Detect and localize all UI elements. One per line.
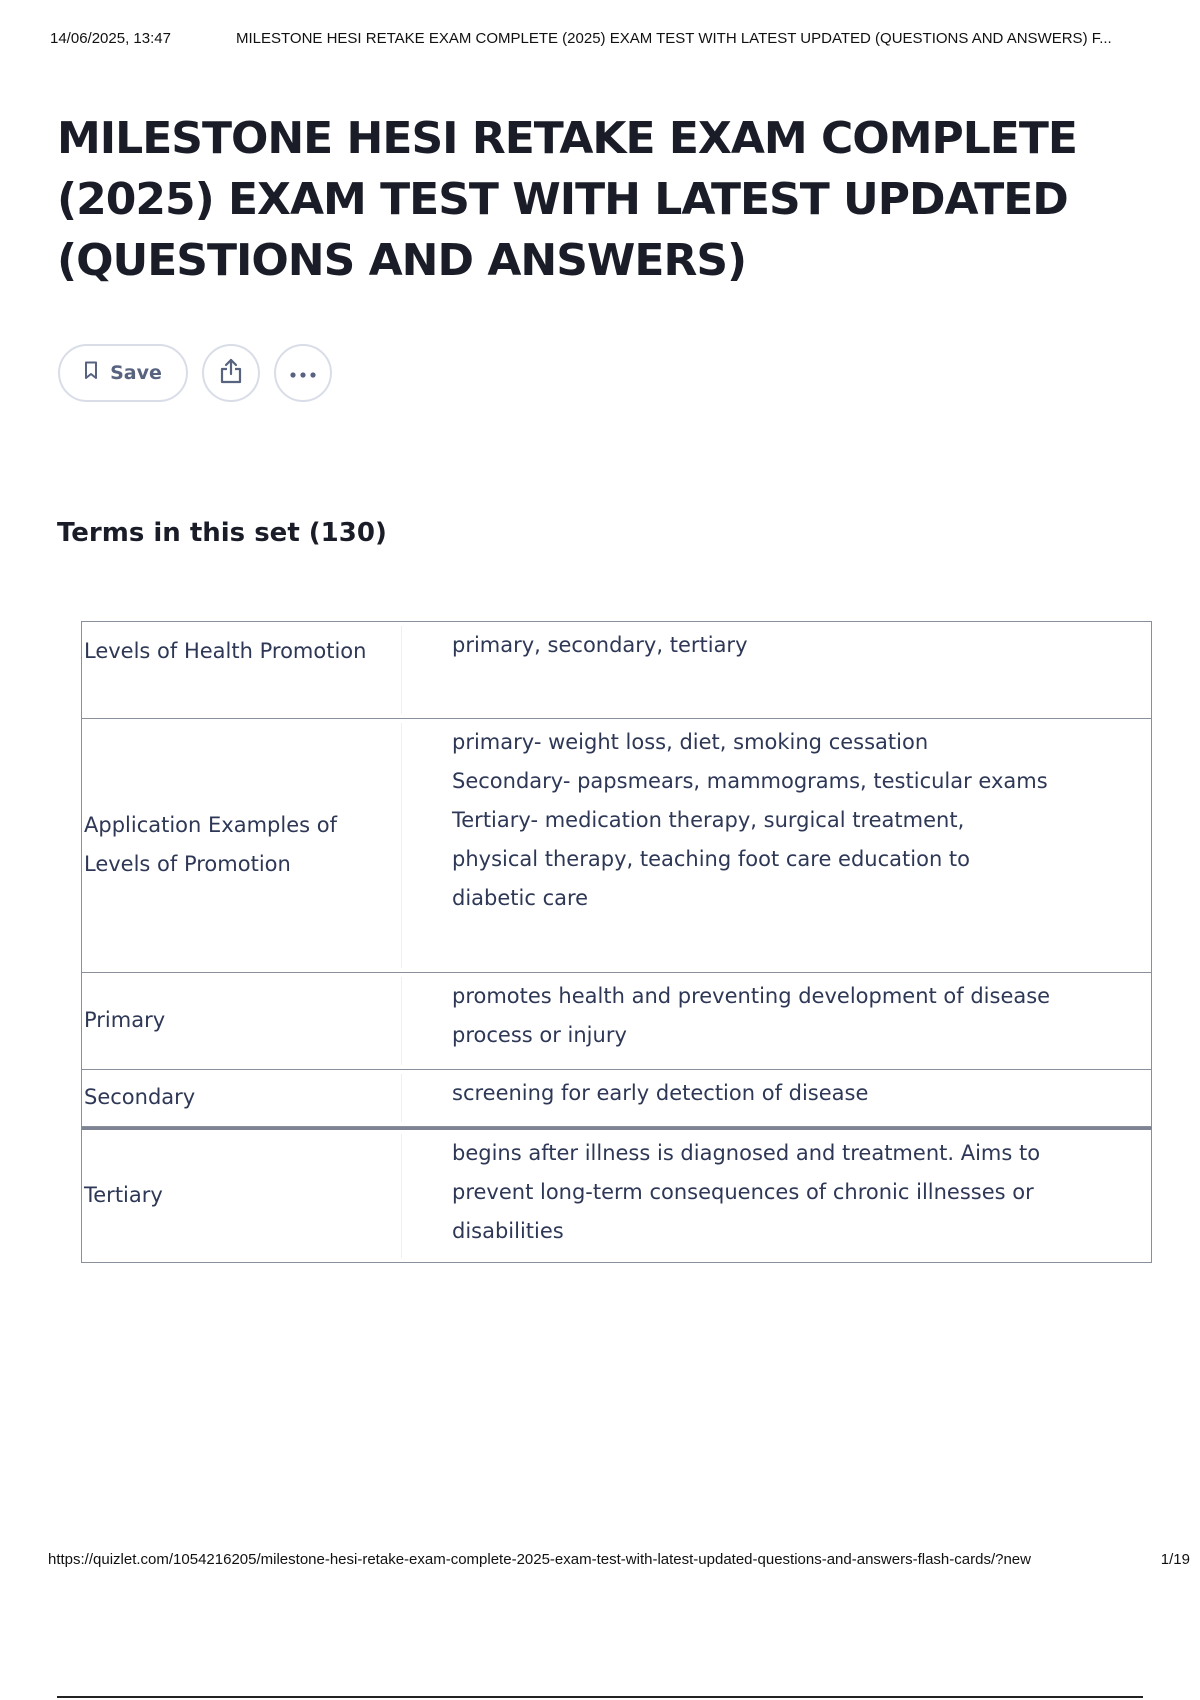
save-button-label: Save xyxy=(110,362,162,384)
term-row xyxy=(81,621,1152,719)
terms-heading: Terms in this set (130) xyxy=(57,518,387,548)
definition-text: primary- weight loss, diet, smoking cessation Secondary- papsmears, mammograms, testicular exams Tertiary- medication therapy, surgical treatment, physical therapy, teaching foot care education to diabetic care xyxy=(452,730,1048,910)
term-text: Secondary xyxy=(82,1074,402,1122)
term-row xyxy=(81,719,1152,973)
definition-text: begins after illness is diagnosed and treatment. Aims to prevent long-term consequences of chronic illnesses or disabilities xyxy=(452,1141,1041,1243)
share-icon xyxy=(218,357,244,389)
share-button[interactable] xyxy=(202,344,260,402)
page-title: MILESTONE HESI RETAKE EXAM COMPLETE (2025) EXAM TEST WITH LATEST UPDATED (QUESTIONS AND ANSWERS) xyxy=(57,113,1077,286)
term-text: Levels of Health Promotion xyxy=(82,626,402,714)
term-row xyxy=(81,973,1152,1070)
term-text: Tertiary xyxy=(82,1134,402,1258)
term-row xyxy=(81,1070,1152,1127)
more-icon xyxy=(289,364,317,383)
terms-list xyxy=(81,621,1152,1263)
page-divider xyxy=(57,1696,1143,1698)
more-options-button[interactable] xyxy=(274,344,332,402)
print-url: https://quizlet.com/1054216205/milestone-hesi-retake-exam-complete-2025-exam-test-with-latest-updated-questions-and-answers-flash-cards/?new xyxy=(48,1551,1031,1568)
term-text: Primary xyxy=(82,977,402,1065)
print-doc-title: MILESTONE HESI RETAKE EXAM COMPLETE (2025) EXAM TEST WITH LATEST UPDATED (QUESTIONS AND ANSWERS) F... xyxy=(236,30,1112,47)
term-text: Application Examples of Levels of Promotion xyxy=(82,723,402,968)
save-button[interactable] xyxy=(58,344,188,402)
definition-text: screening for early detection of disease xyxy=(452,1081,869,1105)
definition-text: promotes health and preventing development of disease process or injury xyxy=(452,984,1051,1047)
definition-text: primary, secondary, tertiary xyxy=(452,633,748,657)
action-bar xyxy=(58,343,332,403)
print-header xyxy=(50,30,1190,47)
print-datetime: 14/06/2025, 13:47 xyxy=(50,30,171,47)
print-footer xyxy=(48,1551,1190,1568)
bookmark-icon xyxy=(84,361,98,385)
term-row xyxy=(81,1127,1152,1263)
print-page-number: 1/19 xyxy=(1160,1551,1190,1568)
